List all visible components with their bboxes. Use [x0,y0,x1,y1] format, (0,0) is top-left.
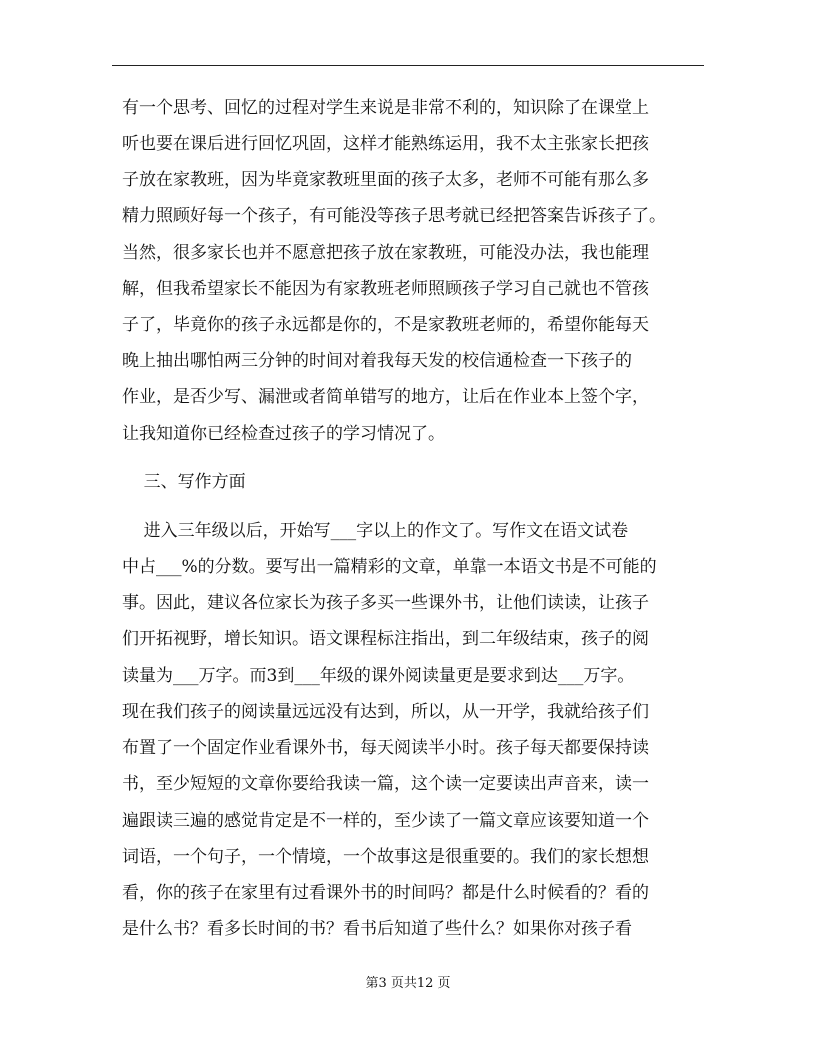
text-line: 遍跟读三遍的感觉肯定是不一样的，至少读了一篇文章应该要知道一个 [122,811,649,831]
text-line: 听也要在课后进行回忆巩固，这样才能熟练运用，我不太主张家长把孩 [122,134,649,154]
text-line: 子了，毕竟你的孩子永远都是你的，不是家教班老师的，希望你能每天 [122,315,649,335]
text-line: 事。因此，建议各位家长为孩子多买一些课外书，让他们读读，让孩子 [122,593,649,613]
text-line: 进入三年级以后，开始写___字以上的作文了。写作文在语文试卷 [122,521,629,541]
text-line: 让我知道你已经检查过孩子的学习情况了。 [122,424,445,444]
text-line: 解，但我希望家长不能因为有家教班老师照顾孩子学习自己就也不管孩 [122,279,649,299]
text-line: 布置了一个固定作业看课外书，每天阅读半小时。孩子每天都要保持读 [122,738,649,758]
text-line: 读量为___万字。而3到___年级的课外阅读量更是要求到达___万字。 [122,666,635,686]
page-footer: 第3 页共12 页 [365,976,451,991]
section-heading: 三、写作方面 [122,472,246,492]
text-line: 精力照顾好每一个孩子，有可能没等孩子思考就已经把答案告诉孩子了。 [122,206,666,226]
text-line: 们开拓视野，增长知识。语文课程标注指出，到二年级结束，孩子的阅 [122,629,649,649]
text-line: 有一个思考、回忆的过程对学生来说是非常不利的，知识除了在课堂上 [122,98,649,118]
text-line: 词语，一个句子，一个情境，一个故事这是很重要的。我们的家长想想 [122,847,649,867]
text-line: 是什么书？看多长时间的书？看书后知道了些什么？如果你对孩子看 [122,919,632,939]
text-line: 现在我们孩子的阅读量远远没有达到，所以，从一开学，我就给孩子们 [122,702,649,722]
text-line: 当然，很多家长也并不愿意把孩子放在家教班，可能没办法，我也能理 [122,243,649,263]
text-line: 看，你的孩子在家里有过看课外书的时间吗？都是什么时候看的？看的 [122,883,649,903]
text-line: 书，至少短短的文章你要给我读一篇，这个读一定要读出声音来，读一 [122,774,649,794]
text-line: 作业，是否少写、漏泄或者简单错写的地方，让后在作业本上签个字， [122,387,649,407]
text-line: 子放在家教班，因为毕竟家教班里面的孩子太多，老师不可能有那么多 [122,170,649,190]
text-line: 中占___%的分数。要写出一篇精彩的文章，单靠一本语文书是不可能的 [122,557,657,577]
text-line: 晚上抽出哪怕两三分钟的时间对着我每天发的校信通检查一下孩子的 [122,351,632,371]
header-rule [112,65,704,66]
